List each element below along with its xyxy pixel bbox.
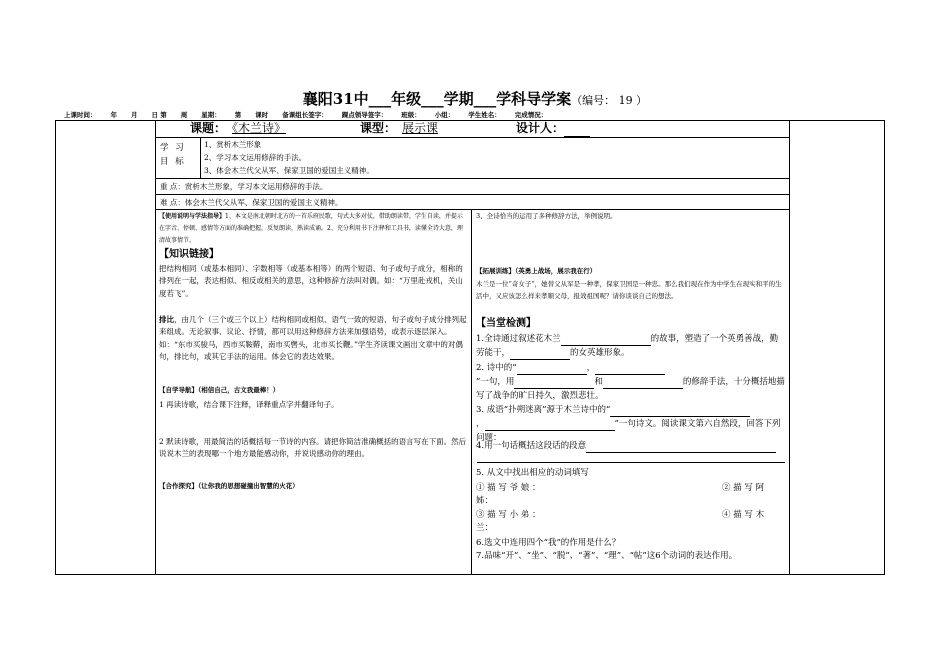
meta-field: 星期：	[201, 111, 221, 119]
meta-field: 上课时间：	[64, 111, 97, 119]
answer-line	[477, 462, 785, 463]
extension-title: 【拓展训练】（英勇上战场，展示我在行）	[476, 267, 597, 275]
knowledge-title: 【知识链接】	[159, 249, 219, 260]
row-divider	[155, 194, 789, 195]
test-title: 【当堂检测】	[476, 318, 536, 329]
meta-field: 周	[180, 111, 188, 119]
meta-field: 日 第	[151, 111, 167, 119]
meta-field: 完成情况：	[514, 111, 548, 119]
inner-right-border	[789, 120, 790, 574]
meta-field: 备课组长签字：	[282, 111, 328, 119]
document-number: （编号： 19 ）	[571, 94, 648, 107]
test-q7: 7.品味“开”、“坐”、“脱”、“著”、“理”、“帖”这6个动词的表达作用。	[476, 551, 738, 561]
row-divider	[155, 209, 789, 210]
self-study-title: 【自学导航】（相信自己，古文我最棒！）	[159, 386, 280, 394]
meta-field: 年	[110, 111, 117, 119]
test-q5-b-cont: 姊：	[476, 496, 494, 506]
goal-item: 2、学习本文运用修辞的手法。	[204, 153, 307, 162]
knowledge-paibi: 排比，由几个（三个或三个以上）结构相同或相似、语气一致的短语、句子或句子成分排列起来组成。无论叙事、议论、抒情，都可以用这种修辞方法来加强语势，或表示逐层深入。如：“东市买骏马，西市买鞍鞯，南市买辔头，北市买长鞭。”学生齐读课文画出文章中的对偶句，排比句，或其它手法的运用。体会它的表达效果。	[159, 315, 467, 361]
meta-line	[64, 110, 561, 119]
goals-list	[204, 138, 374, 177]
inner-left-border	[155, 120, 156, 574]
goals-label: 学 习 目 标	[160, 143, 186, 167]
page-title: 襄阳31中___年级___学期___学科导学案（编号： 19 ）	[302, 90, 648, 108]
meta-field: 课时	[255, 111, 269, 119]
test-q5-b: ② 描 写 阿	[722, 483, 765, 493]
test-q5: 5. 从文中找出相应的动词填写	[476, 468, 589, 478]
table-left-border	[55, 120, 56, 574]
test-q4: 4.用一句话概括这段话的段意	[476, 439, 786, 453]
self-study-2: 2 默读诗歌，用最简洁的话概括每一节诗的内容。请把你简洁准确概括的语言写在下面。然后说说木兰的表现哪一个地方最能感动你，并说说感动你的理由。	[159, 437, 467, 459]
self-study-1: 1 再读诗歌，结合课下注释，译释重点字并翻译句子。	[159, 400, 339, 409]
meta-field: 踝点领导签字：	[341, 111, 388, 119]
test-q5-d: ④ 描 写 木	[722, 510, 765, 520]
table-bottom-border	[55, 574, 885, 575]
difficult-points: 难 点：体会木兰代父从军、保家卫国的爱国主义精神。	[160, 198, 343, 207]
center-column-divider	[471, 209, 472, 574]
cooperation-title: 【合作探究】（让你我的思想碰撞出智慧的火花）	[159, 482, 299, 490]
meta-field: 第	[234, 111, 242, 119]
guide-section: 【使用说明与学法指导】1、本文是南北朝时北方的一首乐府民歌，句式大多对仗，借助朗读带，学生自读，并提示在字音、停顿、感情等方面的准确把握，反复朗读，熟读成诵。2、充分利用书下注释和工具书，读懂全诗大意，理清故事情节。	[159, 213, 463, 244]
knowledge-duiou: 把结构相同（或基本相同）、字数相等（或基本相等）的两个短语、句子或句子成分，相称的排列在一起，表达相似、相反或相关的意思，这种修辞方法叫对偶。如：“万里赴戎机，关山度若飞”。	[159, 264, 463, 298]
test-q6: 6.选文中连用四个“我”的作用是什么？	[476, 538, 621, 548]
row-divider	[155, 178, 789, 179]
test-q1: 1.全诗通过叙述花木兰 的故事，塑造了一个英勇善战，勤劳能干， 的女英雄形象。	[476, 334, 779, 358]
key-points: 重 点：赏析木兰形象，学习本文运用修辞的手法。	[160, 182, 328, 191]
table-top-border	[55, 120, 884, 121]
goal-item: 3、体会木兰代父从军、保家卫国的爱国主义精神。	[204, 166, 374, 175]
guide-title: 【使用说明与学法指导】	[159, 213, 226, 220]
meta-field: 班级：	[401, 111, 421, 119]
extension-text: 木兰是一位“奇女子”，她替父从军是一种孝，保家卫国是一种忠。那么我们现在作为中学生在现实和平的生活中，又应该怎么样来孝顺父母，报效祖国呢？请你谈谈自己的想法。	[476, 280, 782, 300]
goal-item: 1、赏析木兰形象	[204, 140, 262, 149]
test-q2: 2. 诗中的“ ， ”一句，用 和 的修辞手法，十分概括地描写了战争的旷日持久，激烈悲壮。	[476, 363, 785, 401]
meta-field: 月	[131, 111, 138, 119]
goals-label-divider	[200, 137, 201, 178]
question-3: 3、全诗恰当的运用了多种修辞方法，举例说明。	[476, 212, 617, 220]
table-right-border	[884, 120, 885, 574]
test-q3: 3. 成语“扑朔迷离”源于木兰诗中的“ ， ”一句诗文。阅读课文第六自然段，回答下列问题：	[476, 405, 781, 443]
course-type: 课型： 展示课	[360, 121, 439, 135]
meta-field: 小组：	[434, 111, 455, 119]
meta-field: 学生姓名：	[468, 111, 501, 119]
course-designer: 设计人：	[516, 120, 590, 137]
course-topic: 课题： 《木兰诗》	[190, 121, 287, 135]
test-q5-d-cont: 兰：	[476, 523, 494, 533]
test-q5-a: ① 描 写 爷 娘 ：	[476, 483, 541, 493]
test-q5-c: ③ 描 写 小 弟 ：	[476, 510, 541, 520]
